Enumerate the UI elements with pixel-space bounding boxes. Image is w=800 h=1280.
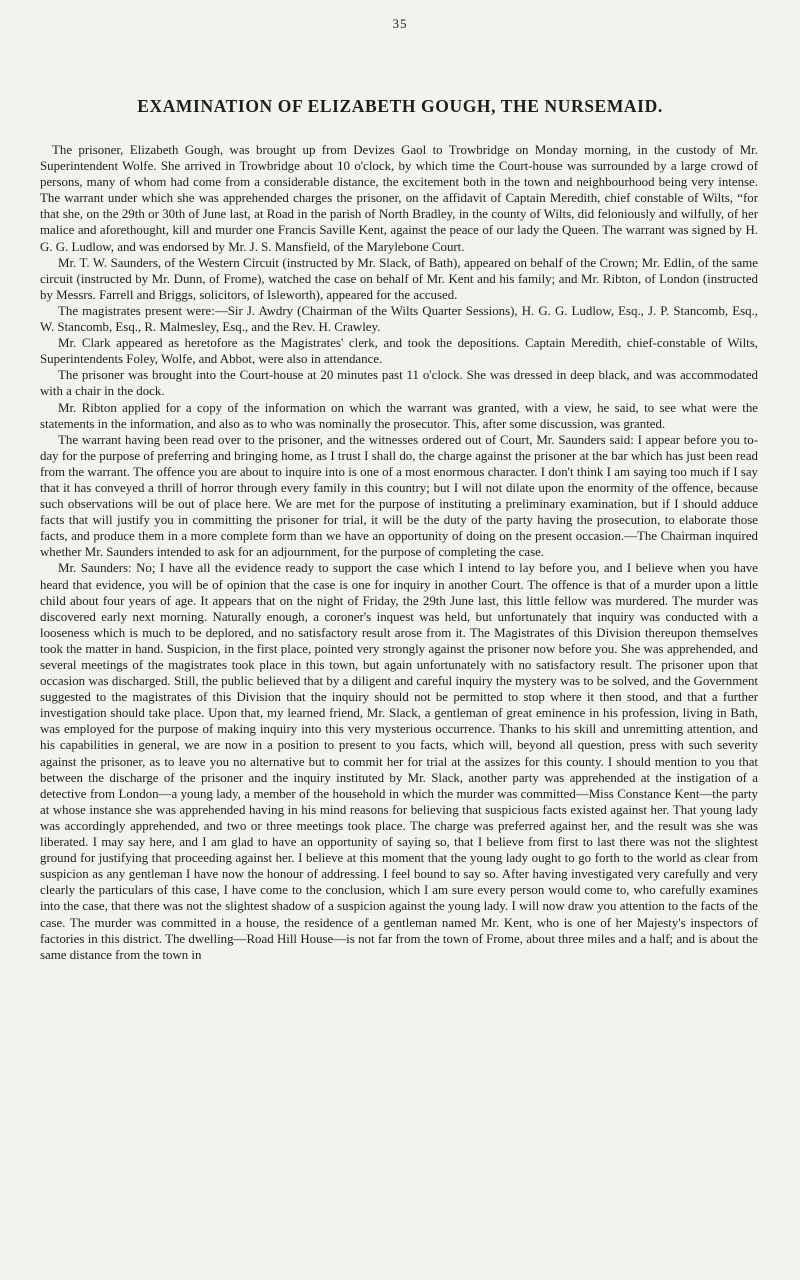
paragraph-7: The warrant having been read over to the prisoner, and the witnesses ordered out of Court, Mr. Saunders said: I appear before you to-day for the purpose of preferring and bringing home, as I trust I shall do, the charge against the prisoner at the bar which has just been read from the warrant. The offence you are about to inquire into is one of a most enormous character. I don't think I am saying too much if I say that it has conveyed a thrill of horror through every family in this country; but I will not dilate upon the enormity of the offence, because such observations will be out of place here. We are met for the purpose of instituting a preliminary examination, but if I should adduce facts that will justify you in committing the prisoner for trial, it will be the duty of the party having the prosecution, to elaborate those facts, and produce them in a more complete form than we have an opportunity of doing on the present occasion.—The Chairman inquired whether Mr. Saunders intended to ask for an adjournment, for the purpose of completing the case.	[40, 432, 758, 560]
paragraph-2: Mr. T. W. Saunders, of the Western Circuit (instructed by Mr. Slack, of Bath), appeared on behalf of the Crown; Mr. Edlin, of the same circuit (instructed by Mr. Dunn, of Frome), watched the case on behalf of Mr. Kent and his family; and Mr. Ribton, of London (instructed by Messrs. Farrell and Briggs, solicitors, of Isleworth), appeared for the accused.	[40, 255, 758, 302]
paragraph-4: Mr. Clark appeared as heretofore as the Magistrates' clerk, and took the depositions. Captain Meredith, chief-constable of Wilts, Superintendents Foley, Wolfe, and Abbot, were also in attendance.	[40, 336, 758, 367]
page-number: 35	[392, 16, 408, 31]
article-heading: EXAMINATION OF ELIZABETH GOUGH, THE NURSEMAID.	[137, 96, 663, 116]
paragraph-5: The prisoner was brought into the Court-house at 20 minutes past 11 o'clock. She was dressed in deep black, and was accommodated with a chair in the dock.	[40, 368, 758, 399]
paragraph-8: Mr. Saunders: No; I have all the evidence ready to support the case which I intend to lay before you, and I believe when you have heard that evidence, you will be of opinion that the case is one for inquiry in another Court. The offence is that of a murder upon a little child about four years of age. It appears that on the night of Friday, the 29th June last, this little fellow was murdered. The murder was discovered early next morning. Naturally enough, a coroner's inquest was held, but unfortunately that inquiry was conducted with a looseness which is much to be deplored, and no satisfactory result arose from it. The Magistrates of this Division thereupon themselves took the matter in hand. Suspicion, in the first place, pointed very strongly against the prisoner now before you. She was apprehended, and several meetings of the magistrates took place in this town, but again unfortunately with no satisfactory result. The prisoner upon that occasion was discharged. Still, the public believed that by a diligent and careful inquiry the mystery was to be solved, and the Government suggested to the magistrates of this Division that the inquiry should not be permitted to stop where it then stood, and that a further investigation should take place. Upon that, my learned friend, Mr. Slack, a gentleman of great eminence in his profession, living in Bath, was employed for the purpose of making inquiry into this very mysterious occurrence. Thanks to his skill and unremitting attention, and his capabilities in general, we are now in a position to present to you facts, which will, beyond all question, press with such severity against the prisoner, as to leave you no alternative but to commit her for trial at the assizes for this county. I should mention to you that between the discharge of the prisoner and the inquiry instituted by Mr. Slack, another party was apprehended at the instigation of a detective from London—a young lady, a member of the household in which the murder was committed—Miss Constance Kent—the party at whose instance she was apprehended having in his mind reasons for believing that suspicious facts existed against her. That young lady was accordingly apprehended, and two or three meetings took place. The charge was preferred against her, and the result was she was liberated. I may say here, and I am glad to have an opportunity of saying so, that I believe from first to last there was not the slightest ground for justifying that proceeding against her. I believe at this moment that the young lady ought to go forth to the world as clear from suspicion as any gentleman I have now the honour of addressing. I feel bound to say so. After having investigated very carefully and very clearly the particulars of this case, I have come to the conclusion, which I am sure every person would come to, who carefully examines into the case, that there was not the slightest shadow of a suspicion against the young lady. I will now draw you attention to the facts of the case. The murder was committed in a house, the residence of a gentleman named Mr. Kent, who is one of her Majesty's inspectors of factories in this district. The dwelling—Road Hill House—is not far from the town of Frome, about three miles and a half; and is about the same distance from the town in	[40, 561, 758, 962]
paragraph-3: The magistrates present were:—Sir J. Awdry (Chairman of the Wilts Quarter Sessions), H. G. G. Ludlow, Esq., J. P. Stancomb, Esq., W. Stancomb, Esq., R. Malmesley, Esq., and the Rev. H. Crawley.	[40, 303, 758, 335]
article-body	[40, 142, 758, 963]
paragraph-1: The prisoner, Elizabeth Gough, was brought up from Devizes Gaol to Trowbridge on Monday morning, in the custody of Mr. Superintendent Wolfe. She arrived in Trowbridge about 10 o'clock, by which time the Court-house was surrounded by a large crowd of persons, many of whom had come from a considerable distance, the excitement both in the town and neighbourhood being very intense. The warrant under which she was apprehended charges the prisoner, on the affidavit of Captain Meredith, chief constable of Wilts, “for that she, on the 29th or 30th of June last, at Road in the parish of North Bradley, in the county of Wilts, did feloniously and wilfully, of her malice and aforethought, kill and murder one Francis Saville Kent, against the peace of our lady the Queen. The warrant was signed by H. G. G. Ludlow, and was endorsed by Mr. J. S. Mansfield, of the Marylebone Court.	[40, 143, 758, 254]
paragraph-6: Mr. Ribton applied for a copy of the information on which the warrant was granted, with a view, he said, to see what were the statements in the information, and also as to who was nominally the prosecutor. This, after some discussion, was granted.	[40, 400, 758, 431]
